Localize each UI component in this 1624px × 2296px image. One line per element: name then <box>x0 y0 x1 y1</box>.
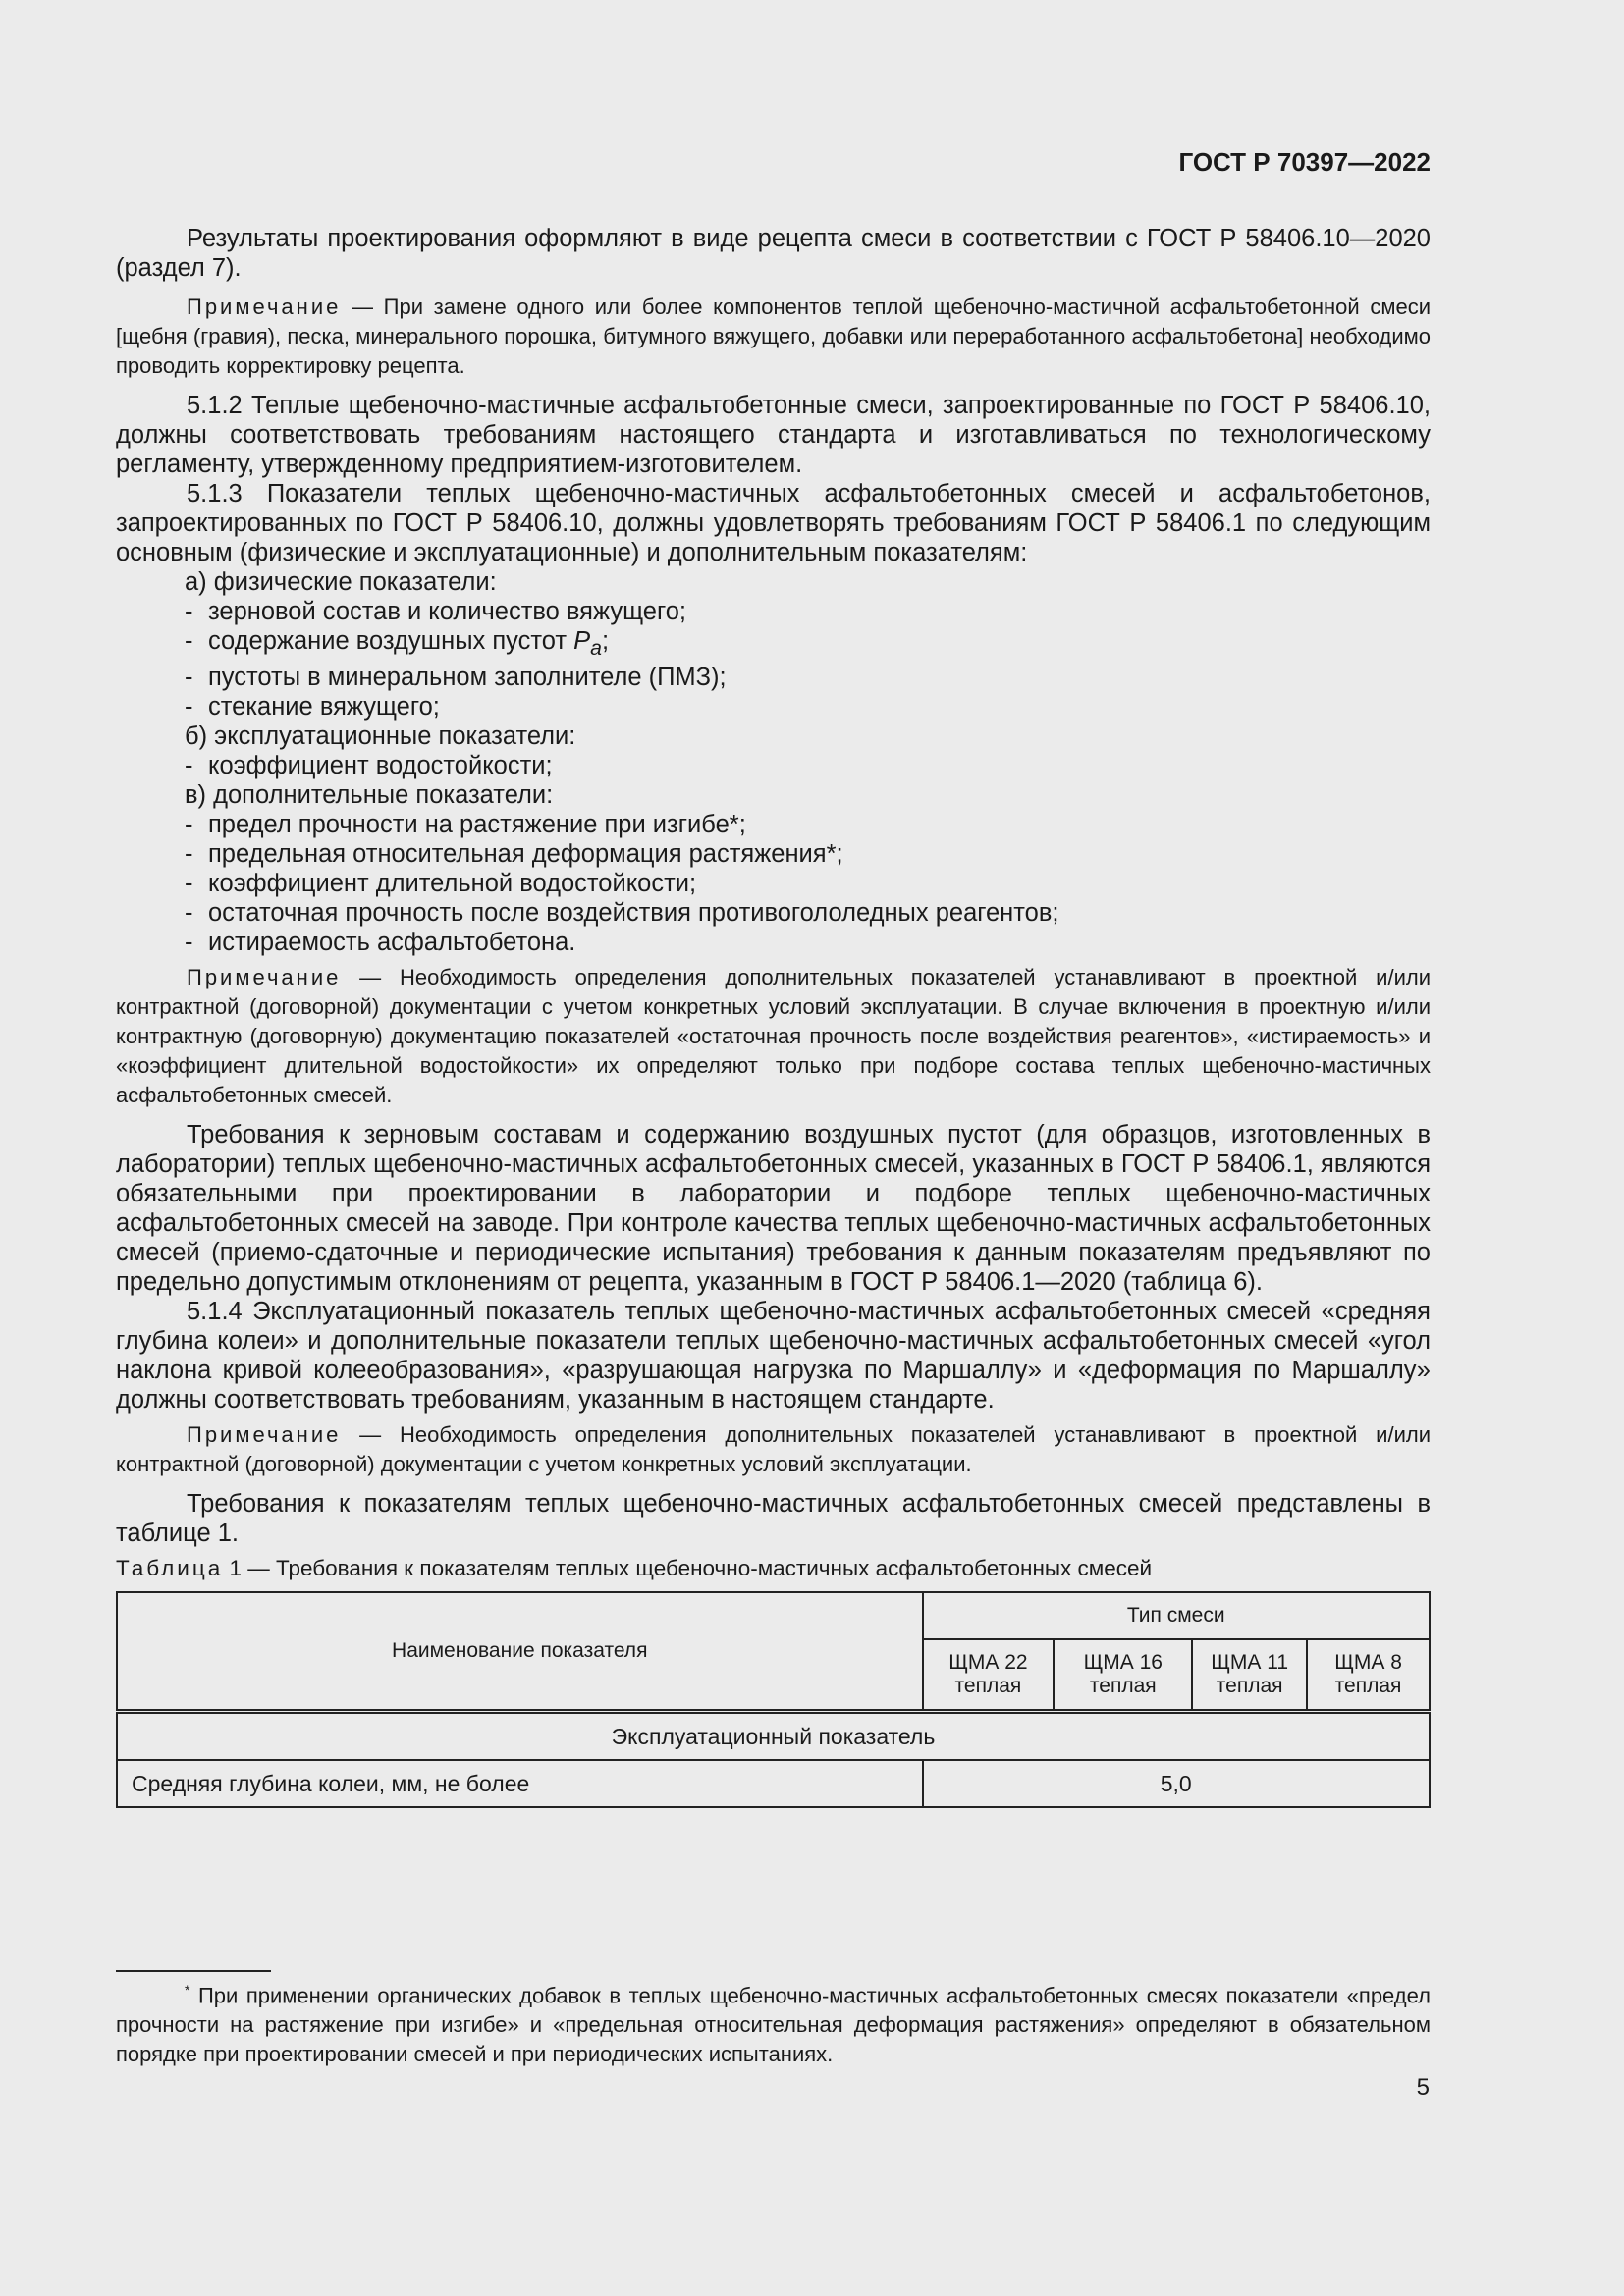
footnote-text: При применении органических добавок в теплых щебеночно-мастичных асфальтобетонных смесях показатели «предел прочности на растяжение при изгибе» и «предельная относительная деформация растяжения» определяют в обязательном порядке при проектировании смесей и при периодических испытаниях. <box>116 1983 1431 2067</box>
footnote-mark: * <box>185 1982 190 1998</box>
list-item-text: предельная относительная деформация растяжения*; <box>208 840 843 869</box>
header-type-cell <box>923 1639 1055 1712</box>
symbol-subscript: a <box>590 636 602 661</box>
dash-marker: - <box>185 627 193 655</box>
note-2-text: — Необходимость определения дополнительных показателей устанавливают в проектной и/или контрактной (договорной) документации с учетом конкретных условий эксплуатации. В случае включения в проектную и/или контрактную (договорную) документацию показателей «остаточная прочность после воздействия реагентов», «истираемость» и «коэффициент длительной водостойкости» их определяют только при подборе состава теплых щебеночно-мастичных асфальтобетонных смесей. <box>116 965 1431 1108</box>
section-title: Эксплуатационный показатель <box>117 1712 1430 1761</box>
table-caption-text: 1 — Требования к показателям теплых щебеночно-мастичных асфальтобетонных смесей <box>223 1556 1153 1581</box>
footnote <box>116 1975 1431 2069</box>
list-item-text: остаточная прочность после воздействия противогололедных реагентов; <box>208 899 1059 928</box>
paragraph-5-1-2: 5.1.2 Теплые щебеночно-мастичные асфальтобетонные смеси, запроектированные по ГОСТ Р 58406.10, должны соответствовать требованиям настоящего стандарта и изготавливаться по технологическому регламенту, утвержденному предприятием-изготовителем. <box>116 392 1431 478</box>
header-type-cell <box>1054 1639 1192 1712</box>
dash-marker: - <box>185 811 193 839</box>
list-item <box>116 869 1431 898</box>
table-caption-label: Таблица <box>116 1556 224 1581</box>
paragraph-requirements: Требования к зерновым составам и содержанию воздушных пустот (для образцов, изготовленных в лаборатории) теплых щебеночно-мастичных асфальтобетонных смесей, указанных в ГОСТ Р 58406.1, являются обязательными при проектировании в лаборатории и подборе теплых щебеночно-мастичных асфальтобетонных смесей на заводе. При контроле качества теплых щебеночно-мастичных асфальтобетонных смесей (приемо-сдаточные и периодические испытания) требования к данным показателям предъявляют по предельно допустимым отклонениям от рецепта, указанным в ГОСТ Р 58406.1—2020 (таблица 6). <box>116 1121 1431 1297</box>
list-item-text: коэффициент длительной водостойкости; <box>208 870 697 898</box>
table-section-row <box>117 1712 1430 1761</box>
paragraph-5-1-4: 5.1.4 Эксплуатационный показатель теплых щебеночно-мастичных асфальтобетонных смесей «средняя глубина колеи» и дополнительные показатели теплых щебеночно-мастичных асфальтобетонных смесей «угол наклона кривой колееобразования», «разрушающая нагрузка по Маршаллу» и «деформация по Маршаллу» должны соответствовать требованиям, указанным в настоящем стандарте. <box>116 1298 1431 1415</box>
note-label: Примечание <box>187 1422 342 1448</box>
type-sublabel: теплая <box>1089 1675 1157 1698</box>
note-3 <box>116 1420 1431 1479</box>
type-label: ЩМА 11 <box>1211 1651 1289 1675</box>
page-number: 5 <box>1416 2074 1430 2101</box>
list-heading-a: а) физические показатели: <box>185 568 497 596</box>
note-label: Примечание <box>187 965 342 990</box>
symbol-p: P <box>573 627 591 655</box>
list-item <box>116 839 1431 869</box>
type-label: ЩМА 8 <box>1334 1651 1402 1675</box>
list-item <box>116 751 1431 780</box>
type-sublabel: теплая <box>1334 1675 1402 1698</box>
list-item-text: коэффициент водостойкости; <box>208 752 553 780</box>
paragraph-table-ref: Требования к показателям теплых щебеночно-мастичных асфальтобетонных смесей представлены в таблице 1. <box>116 1490 1431 1548</box>
list-item <box>116 928 1431 957</box>
list-item-text: предел прочности на растяжение при изгибе*; <box>208 811 746 839</box>
note-label: Примечание <box>187 294 342 319</box>
dash-marker: - <box>185 899 193 928</box>
dash-marker: - <box>185 752 193 780</box>
requirements-table <box>116 1591 1431 1808</box>
note-1-text: — При замене одного или более компонентов теплой щебеночно-мастичной асфальтобетонной смеси [щебня (гравия), песка, минерального порошка, битумного вяжущего, добавки или переработанного асфальтобетона] необходимо проводить корректировку рецепта. <box>116 294 1431 378</box>
row-value: 5,0 <box>923 1760 1431 1807</box>
list-item-text: стекание вяжущего; <box>208 693 440 721</box>
list-item <box>116 626 1431 663</box>
type-label: ЩМА 16 <box>1083 1651 1163 1675</box>
type-sublabel: теплая <box>954 1675 1022 1698</box>
table-row <box>117 1760 1430 1807</box>
list-item-text: пустоты в минеральном заполнителе (ПМЗ); <box>208 664 727 692</box>
note-3-text: — Необходимость определения дополнительных показателей устанавливают в проектной и/или контрактной (договорной) документации с учетом конкретных условий эксплуатации. <box>116 1422 1431 1477</box>
table-caption <box>116 1554 1431 1583</box>
list-item <box>116 898 1431 928</box>
row-indicator-name: Средняя глубина колеи, мм, не более <box>117 1760 923 1807</box>
dash-marker: - <box>185 664 193 692</box>
list-item <box>116 597 1431 626</box>
dash-marker: - <box>185 870 193 898</box>
note-1 <box>116 293 1431 381</box>
dash-marker: - <box>185 693 193 721</box>
type-sublabel: теплая <box>1216 1675 1283 1698</box>
note-2 <box>116 963 1431 1110</box>
paragraph-results: Результаты проектирования оформляют в виде рецепта смеси в соответствии с ГОСТ Р 58406.10—2020 (раздел 7). <box>116 225 1431 282</box>
list-item <box>116 810 1431 839</box>
header-mix-type: Тип смеси <box>923 1592 1431 1639</box>
list-heading-v: в) дополнительные показатели: <box>185 781 554 810</box>
footnote-separator <box>116 1970 271 1972</box>
list-item <box>116 663 1431 692</box>
type-label: ЩМА 22 <box>948 1651 1028 1675</box>
list-item <box>116 692 1431 721</box>
document-header: ГОСТ Р 70397—2022 <box>1178 147 1431 177</box>
dash-marker: - <box>185 840 193 869</box>
header-type-cell <box>1307 1639 1430 1712</box>
paragraph-5-1-3: 5.1.3 Показатели теплых щебеночно-мастичных асфальтобетонных смесей и асфальтобетонов, запроектированных по ГОСТ Р 58406.10, должны удовлетворять требованиям ГОСТ Р 58406.1 по следующим основным (физические и эксплуатационные) и дополнительным показателям: <box>116 480 1431 566</box>
list-item-punct: ; <box>602 627 610 655</box>
dash-marker: - <box>185 598 193 625</box>
list-item-text: истираемость асфальтобетона. <box>208 929 576 957</box>
header-indicator-name: Наименование показателя <box>117 1592 923 1712</box>
header-type-cell <box>1192 1639 1307 1712</box>
list-item-text: зерновой состав и количество вяжущего; <box>208 598 686 625</box>
list-item-text: содержание воздушных пустот <box>208 627 574 655</box>
table-header-row <box>117 1592 1430 1639</box>
main-text <box>116 224 1431 1808</box>
dash-marker: - <box>185 929 193 957</box>
list-heading-b: б) эксплуатационные показатели: <box>185 722 576 751</box>
